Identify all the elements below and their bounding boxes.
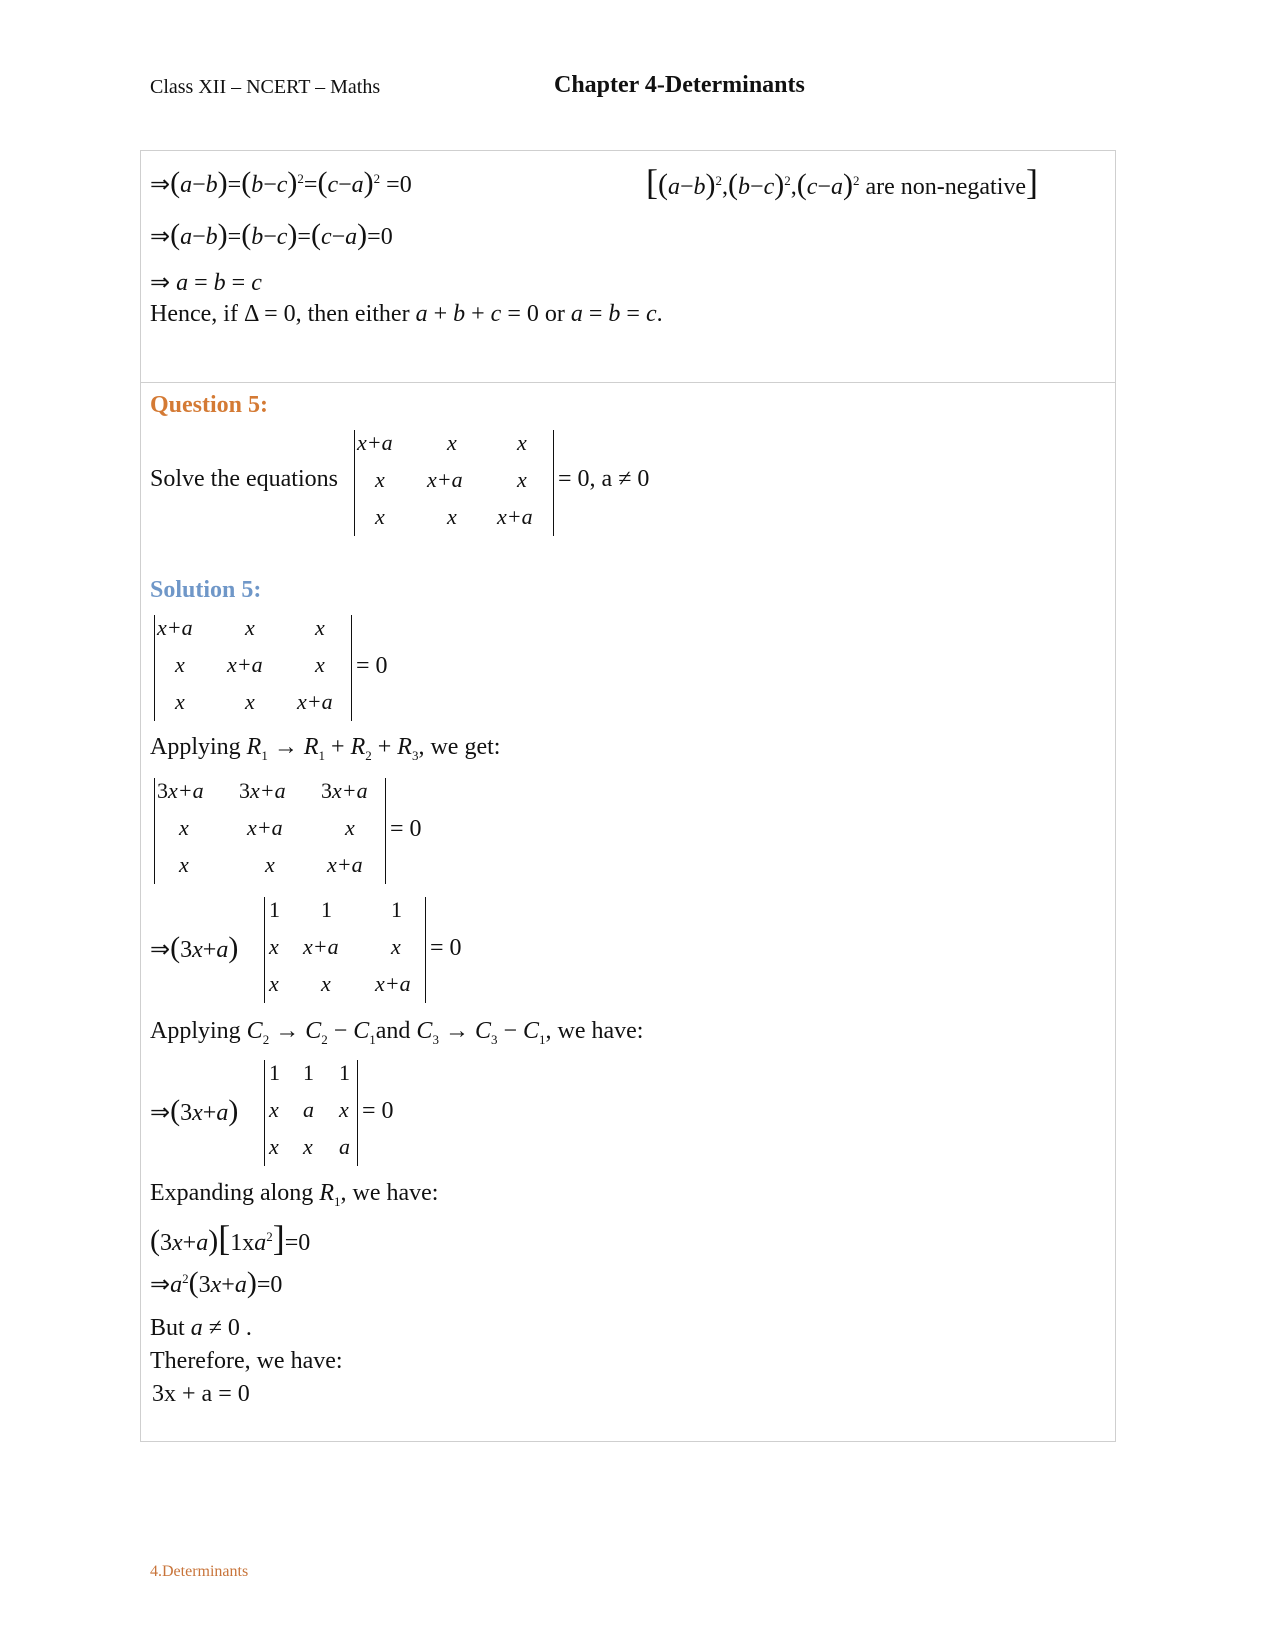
final-equation: 3x + a = 0 <box>152 1381 250 1407</box>
applying-column-ops: Applying $C_2 \to C_2 - C_1and$ $C_3 \to C_3 - C_1$, we have: <box>150 1018 644 1047</box>
header-left: Class XII – NCERT – Maths <box>150 76 381 98</box>
solution-determinant-4: 1 1 1 x a x x x a <box>264 1060 358 1166</box>
equals-zero-3: = 0 <box>430 935 462 961</box>
equation-differences-zero: ⇒(a−b)=(b−c)=(c−a)=0 <box>150 218 393 251</box>
applying-row-op: Applying $R_1 \to R_1 + R_2 + R_3$, we get: <box>150 734 501 763</box>
solution-determinant-3: 1 1 1 x x+a x x x x+a <box>264 897 426 1003</box>
factor-3x-plus-a-1: ⇒(3x+a) <box>150 931 239 964</box>
equals-zero-2: = 0 <box>390 816 422 842</box>
expansion-result: $(3x+a)[1xa^2]=0$ <box>150 1218 311 1258</box>
equation-squares-zero: $\Rightarrow(a-b)=(b-c)^2=(c-a)^2 =0$ <box>150 166 412 199</box>
header-title: Chapter 4-Determinants <box>554 72 805 98</box>
solution-determinant-2: 3x+a 3x+a 3x+a x x+a x x x x+a <box>154 778 386 884</box>
question-prompt: Solve the equations <box>150 466 338 492</box>
applying-text-2: Applying <box>150 1018 241 1044</box>
factor-3x-plus-a-2: ⇒(3x+a) <box>150 1094 239 1127</box>
question-title: Question 5: <box>150 392 269 418</box>
therefore-text: Therefore, we have: <box>150 1348 343 1374</box>
expanding-text: Expanding along <box>150 1180 314 1206</box>
but-text: But <box>150 1315 185 1341</box>
equals-zero-1: = 0 <box>356 653 388 679</box>
equals-zero-4: = 0 <box>362 1098 394 1124</box>
or-text: or <box>544 301 565 327</box>
question-determinant: x+a x x x x+a x x x x+a <box>354 430 554 536</box>
then-text: , then either <box>295 301 410 327</box>
we-have-text: , we have: <box>545 1018 644 1044</box>
we-have-text-2: , we have: <box>340 1180 439 1206</box>
question-tail: = 0, a ≠ 0 <box>558 466 650 492</box>
we-get-text: , we get: <box>418 734 501 760</box>
footer-label: 4.Determinants <box>150 1563 249 1580</box>
hence-text: Hence, if <box>150 301 238 327</box>
non-negative-label: are non-negative <box>865 174 1027 200</box>
non-negative-note: [$(a-b)^2,(b-c)^2,(c-a)^2$ are non-negative] <box>646 162 1039 202</box>
expanding-along-r1: Expanding along $R_1$, we have: <box>150 1180 439 1209</box>
and-text: and <box>375 1018 411 1044</box>
solution-title: Solution 5: <box>150 577 262 603</box>
but-a-nonzero: But a ≠ 0 . <box>150 1315 252 1341</box>
equation-a-b-c: ⇒ a = b = c <box>150 270 262 296</box>
solution-determinant-1: x+a x x x x+a x x x x+a <box>154 615 352 721</box>
hence-conclusion: Hence, if Δ = 0, then either a + b + c = 0 or a = b = c. <box>150 301 663 327</box>
a-squared-equation: $\Rightarrow a^2(3x+a)=0$ <box>150 1266 283 1299</box>
applying-text-1: Applying <box>150 734 241 760</box>
